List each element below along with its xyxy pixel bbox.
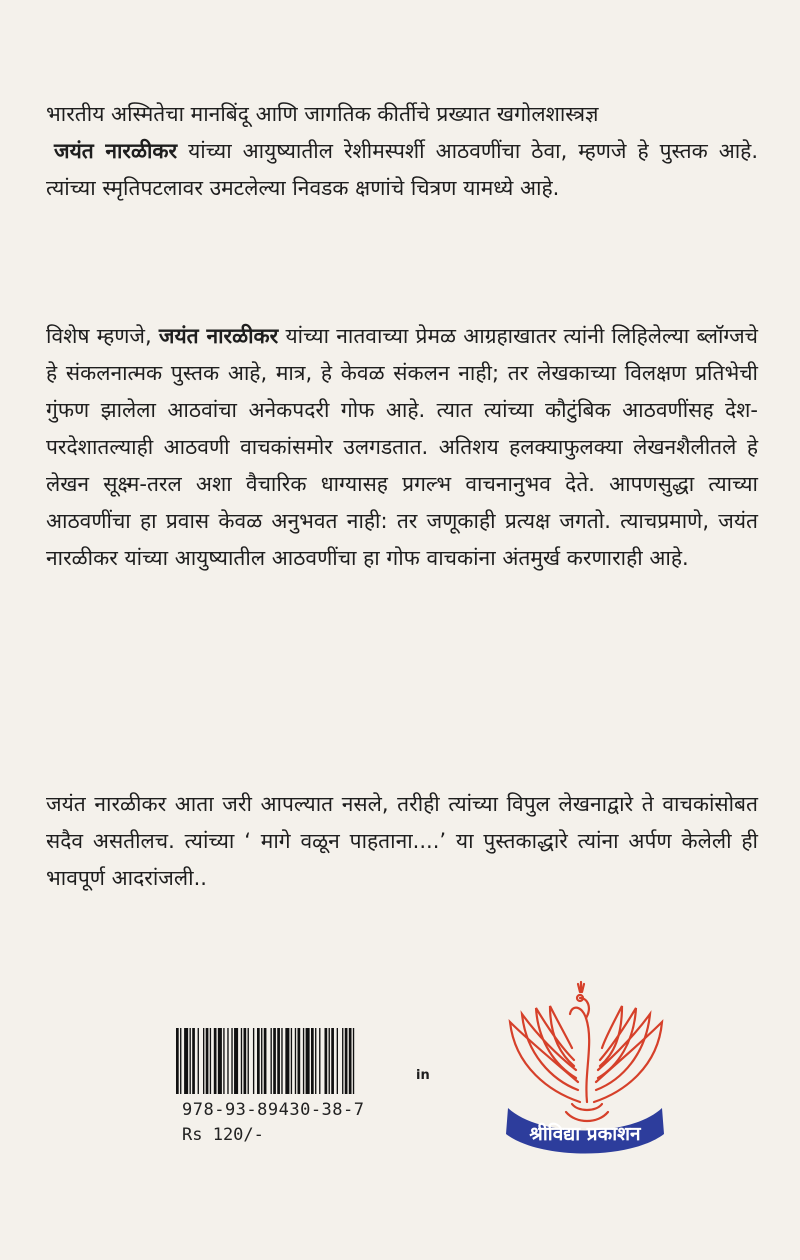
paragraph-2-rest: यांच्या नातवाच्या प्रेमळ आग्रहाखातर त्यांनी लिहिलेल्या ब्लॉग्जचे हे संकलनात्मक पुस्तक आहे, मात्र, हे केवळ संकलन नाही; तर लेखकाच्या विलक्षण प्रतिभेची गुंफण झालेला आठवांचा अनेकपदरी गोफ आहे. त्यात त्यांच्या कौटुंबिक आठवणींसह देश- परदेशातल्याही आठवणी वाचकांसमोर उलगडतात. अतिशय हलक्याफुलक्या लेखनशैलीतले हे लेखन सूक्ष्म-तरल अशा वैचारिक धाग्यासह प्रगल्भ वाचनानुभव देते. आपणसुद्धा त्याच्या आठवणींचा हा प्रवास केवळ अनुभवत नाही: तर जणूकाही प्रत्यक्ष जगतो. त्याचप्रमाणे, जयंत नारळीकर यांच्या आयुष्यातील आठवणींचा हा गोफ वाचकांना अंतमुर्ख करणाराही आहे. (46, 324, 758, 570)
barcode-bar (257, 1028, 260, 1094)
barcode-image (176, 1028, 412, 1094)
barcode-bar (349, 1028, 352, 1094)
barcode-bar (303, 1028, 304, 1094)
barcode-bar (306, 1028, 310, 1094)
publisher-logo (500, 962, 670, 1160)
barcode-bar (261, 1028, 262, 1094)
barcode-bar (206, 1028, 209, 1094)
barcode-bar (198, 1028, 199, 1094)
description-paragraph-1 (46, 96, 758, 207)
barcode-bar (214, 1028, 217, 1094)
author-name: जयंत नारळीकर (54, 139, 178, 163)
author-name-bold: जयंत नारळीकर (158, 324, 279, 348)
paragraph-2-lead: विशेष म्हणजे, (46, 324, 159, 348)
barcode-bar (248, 1028, 249, 1094)
barcode-bar (281, 1028, 282, 1094)
barcode-bar (210, 1028, 211, 1094)
barcode-bar (264, 1028, 267, 1094)
price-label: Rs 120/- (182, 1125, 264, 1145)
barcode-bar (277, 1028, 280, 1094)
barcode-bar (337, 1028, 338, 1094)
barcode-bar (315, 1028, 316, 1094)
barcode-bar (223, 1028, 224, 1094)
barcode-bar (285, 1028, 289, 1094)
barcode-bar (231, 1028, 232, 1094)
description-paragraph-3 (46, 786, 758, 897)
intro-text: भारतीय अस्मितेचा मानबिंदू आणि जागतिक कीर्तीचे प्रख्यात खगोलशास्त्रज्ञ (46, 102, 599, 126)
barcode-bar (218, 1028, 222, 1094)
barcode-bar (244, 1028, 247, 1094)
paragraph-1-rest: यांच्या आयुष्यातील रेशीमस्पर्शी आठवणींचा ठेवा, म्हणजे हे पुस्तक आहे. त्यांच्या स्मृतिपटलावर उमटलेल्या निवडक क्षणांचे चित्रण यामध्ये आहे. (46, 139, 759, 200)
barcode-bar (180, 1028, 181, 1094)
barcode-bar (345, 1028, 348, 1094)
barcode-bar (271, 1028, 272, 1094)
barcode-bar (184, 1028, 188, 1094)
barcode-bar (234, 1028, 238, 1094)
publisher-banner (506, 1108, 664, 1154)
barcode-block (176, 1028, 446, 1148)
barcode-bar (353, 1028, 354, 1094)
barcode-bar (190, 1028, 191, 1094)
barcode-bar (298, 1028, 301, 1094)
barcode-bar (319, 1028, 320, 1094)
publisher-name: श्रीविद्या प्रकाशन (529, 1123, 641, 1145)
barcode-bar (291, 1028, 292, 1094)
barcode-bar (342, 1028, 343, 1094)
barcode-bar (203, 1028, 204, 1094)
description-paragraph-2 (46, 318, 758, 577)
barcode-bar (176, 1028, 179, 1094)
barcode-bar (325, 1028, 328, 1094)
barcode-bar (329, 1028, 330, 1094)
tribute-text: जयंत नारळीकर आता जरी आपल्यात नसले, तरीही त्यांच्या विपुल लेखनाद्वारे ते वाचकांसोबत सदैव असतीलच. त्यांच्या ‘ मागे वळून पाहताना....’ या पुस्तकाद्धारे त्यांना अर्पण केलेली ही भावपूर्ण आदरांजली.. (46, 792, 758, 890)
barcode-bar (273, 1028, 276, 1094)
barcode-suffix: in (416, 1068, 430, 1083)
peacock-icon (510, 982, 662, 1121)
isbn-number: 978-93-89430-38-7 (182, 1100, 365, 1120)
barcode-bar (295, 1028, 296, 1094)
barcode-bar (241, 1028, 242, 1094)
barcode-bar (331, 1028, 334, 1094)
barcode-bar (253, 1028, 254, 1094)
barcode-bar (227, 1028, 228, 1094)
barcode-bar (311, 1028, 314, 1094)
barcode-bar (192, 1028, 195, 1094)
